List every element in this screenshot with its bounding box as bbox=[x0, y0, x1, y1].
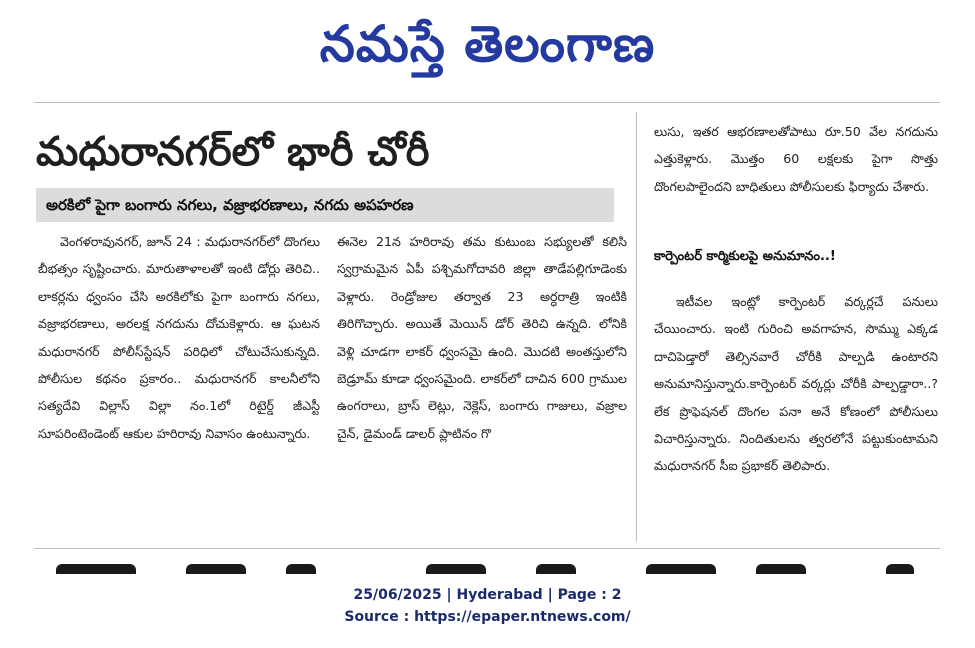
article-column-2 bbox=[337, 228, 627, 447]
column-3-top-text: లుసు, ఇతర ఆభరణాలతోపాటు రూ.50 వేల నగదును ఎత్తుకెళ్లారు. మొత్తం 60 లక్షలకు పైగా సొత్తు దొంగలపాలైందని బాధితులు పోలీసులకు ఫిర్యాదు చేశారు. bbox=[654, 124, 938, 194]
column-2-text: ఈనెల 21న హరిరావు తమ కుటుంబ సభ్యులతో కలిసి స్వగ్రామమైన ఏపీ పశ్చిమగోదావరి జిల్లా తాడేపల్లిగూడెంకు వెళ్లారు. రెండ్రోజుల తర్వాత 23 అర్ధరాత్రి ఇంటికి తిరిగొచ్చారు. అయితే మెయిన్ డోర్ తెరిచి ఉన్నది. లోనికి వెళ్లి చూడగా లాకర్ ధ్వంసమై ఉంది. మొదటి అంతస్తులోని బెడ్రూమ్ కూడా ధ్వంసమైంది. లాకర్‌లో దాచిన 600 గ్రాముల ఉంగరాలు, బ్రాస్ లెట్లు, నెక్లెస్, బంగారు గాజులు, వజ్రాల చైన్, డైమండ్ డాలర్ ప్లాటినం గొ bbox=[337, 234, 627, 441]
masthead-title: నమస్తే తెలంగాణ bbox=[319, 15, 656, 73]
bottom-divider bbox=[34, 548, 940, 549]
next-headline-cutoff bbox=[36, 560, 916, 574]
column-3-body-text: ఇటీవల ఇంట్లో కార్పెంటర్ వర్కర్లచే పనులు చేయించారు. ఇంటి గురించి అవగాహన, సొమ్ము ఎక్కడ దాచిపెడ్తారో తెల్సినవారే చోరీకి పాల్పడి ఉంటారని అనుమానిస్తున్నారు.కార్పెంటర్ వర్కర్లు చోరీకి పాల్పడ్డారా..? లేక ప్రొఫెషనల్ దొంగల పనా అనే కోణంలో పోలీసులు విచారిస్తున్నారు. నిందితులను త్వరలోనే పట్టుకుంటామని మధురానగర్ సీఐ ప్రభాకర్ తెలిపారు. bbox=[654, 294, 938, 474]
footer-source: Source : https://epaper.ntnews.com/ bbox=[344, 609, 631, 625]
article-column-1 bbox=[38, 228, 320, 447]
newspaper-masthead bbox=[0, 8, 975, 80]
column-3-subheading: కార్పెంటర్ కార్మికులపై అనుమానం..! bbox=[654, 249, 836, 264]
column-1-text: వెంగళరావునగర్, జూన్ 24 : మధురానగర్‌లో దొంగలు బీభత్సం సృష్టించారు. మారుతాళాలతో ఇంటి డోర్లు తెరిచి.. లాకర్లను ధ్వంసం చేసి అరకిలోకు పైగా బంగారు నగలు, వజ్రాభరణాలు, అరలక్ష నగదును దోచుకెళ్లారు. ఆ ఘటన మధురానగర్ పోలీస్‌స్టేషన్ పరిధిలో చోటుచేసుకున్నది. పోలీసుల కథనం ప్రకారం.. మధురానగర్ కాలనీలోని సత్యదేవి విల్లాస్ విల్లా నం.1లో రిటైర్డ్ జీఎస్టీ సూపరింటెండెంట్ ఆకుల హరిరావు నివాసం ఉంటున్నారు. bbox=[38, 234, 320, 441]
column-divider-right bbox=[636, 112, 637, 542]
article-column-3-body bbox=[654, 288, 938, 480]
footer-dateline: 25/06/2025 | Hyderabad | Page : 2 bbox=[353, 587, 622, 603]
article-subheadline: అరకిలో పైగా బంగారు నగలు, వజ్రాభరణాలు, నగదు అపహరణ bbox=[36, 188, 614, 222]
article-column-3-top bbox=[654, 118, 938, 200]
top-divider bbox=[34, 102, 940, 103]
article-headline: మధురానగర్‌లో భారీ చోరీ bbox=[36, 129, 430, 175]
